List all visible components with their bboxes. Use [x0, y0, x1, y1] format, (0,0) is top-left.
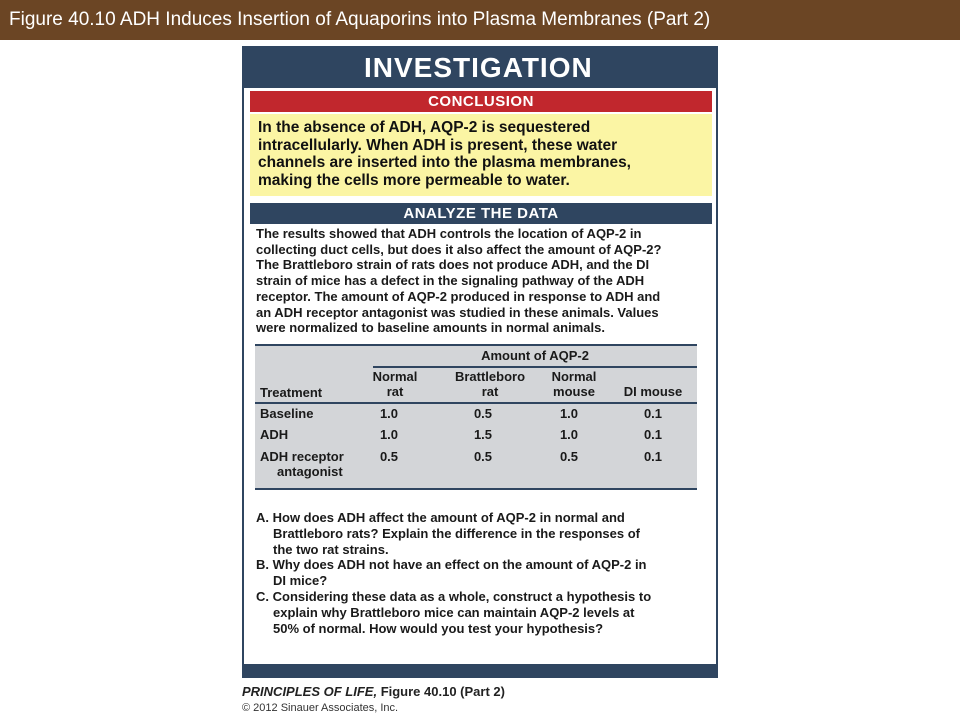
table-cell: 0.1 [643, 449, 663, 464]
conclusion-line: In the absence of ADH, AQP-2 is sequestered [258, 119, 591, 136]
table-bottom-rule [255, 488, 697, 490]
column-header: rat [481, 384, 499, 399]
credit-figure-ref: Figure 40.10 (Part 2) [377, 684, 505, 699]
analyze-intro [256, 226, 712, 336]
slide-title: Figure 40.10 ADH Induces Insertion of Aquaporins into Plasma Membranes (Part 2) [9, 9, 711, 30]
table-cell: 0.1 [643, 406, 663, 421]
intro-line: The results showed that ADH controls the location of AQP-2 in [256, 226, 642, 241]
aqp2-data-table [255, 344, 697, 490]
analyze-data-label: ANALYZE THE DATA [250, 203, 712, 224]
row-label: Baseline [260, 406, 314, 421]
figure-credit [242, 684, 505, 699]
intro-line: receptor. The amount of AQP-2 produced in response to ADH and [256, 288, 661, 304]
column-header: mouse [553, 384, 595, 399]
intro-line: were normalized to baseline amounts in normal animals. [256, 320, 605, 336]
table-treatment-header: Treatment [260, 385, 323, 400]
conclusion-line: making the cells more permeable to water. [258, 171, 570, 189]
intro-line: collecting duct cells, but does it also affect the amount of AQP-2? [256, 241, 662, 257]
question-c-line: explain why Brattleboro mice can maintain AQP-2 levels at [273, 604, 635, 620]
table-group-rule [373, 366, 697, 368]
conclusion-line: intracellularly. When ADH is present, these water [258, 136, 618, 154]
column-header: Normal [372, 369, 418, 384]
table-cell: 1.0 [559, 406, 579, 421]
intro-line: strain of mice has a defect in the signaling pathway of the ADH [256, 273, 645, 289]
table-cell: 1.5 [473, 427, 493, 442]
table-top-rule [255, 344, 697, 346]
table-header-rule [255, 402, 697, 404]
conclusion-box [250, 114, 712, 196]
column-header: Normal [551, 369, 597, 384]
panel-bottom-bar [244, 664, 716, 676]
column-header: rat [386, 384, 404, 399]
column-header: DI mouse [623, 384, 683, 399]
investigation-panel [242, 46, 718, 678]
conclusion-label: CONCLUSION [250, 91, 712, 112]
row-label: ADH [260, 427, 289, 442]
question-c-line: C. Considering these data as a whole, construct a hypothesis to [256, 588, 652, 604]
table-cell: 0.1 [643, 427, 663, 442]
intro-line: The Brattleboro strain of rats does not produce ADH, and the DI [256, 257, 650, 273]
investigation-header [244, 48, 716, 88]
conclusion-line: channels are inserted into the plasma membranes, [258, 154, 631, 171]
table-cell: 1.0 [559, 427, 579, 442]
table-cell: 1.0 [379, 427, 399, 442]
column-header: Brattleboro [454, 369, 526, 384]
table-cell: 0.5 [473, 406, 493, 421]
table-cell: 0.5 [559, 449, 579, 464]
row-label: antagonist [277, 464, 343, 479]
table-cell: 1.0 [379, 406, 399, 421]
analysis-questions [256, 510, 712, 636]
intro-line: an ADH receptor antagonist was studied in these animals. Values [256, 304, 659, 320]
question-a-line: Brattleboro rats? Explain the difference in the responses of [273, 525, 640, 541]
question-a-line: A. How does ADH affect the amount of AQP-2 in normal and [256, 510, 625, 525]
row-label: ADH receptor [260, 449, 344, 464]
slide-title-bar [0, 0, 960, 40]
question-b-line: B. Why does ADH not have an effect on the amount of AQP-2 in [256, 557, 647, 573]
table-cell: 0.5 [379, 449, 399, 464]
question-a-line: the two rat strains. [273, 541, 389, 557]
investigation-title: INVESTIGATION [364, 52, 593, 83]
copyright-notice: © 2012 Sinauer Associates, Inc. [242, 702, 399, 714]
question-c-line: 50% of normal. How would you test your hypothesis? [273, 620, 604, 636]
question-b-line: DI mice? [273, 573, 328, 589]
table-group-header: Amount of AQP-2 [481, 348, 589, 363]
credit-book-title: PRINCIPLES OF LIFE, [242, 684, 378, 699]
table-cell: 0.5 [473, 449, 493, 464]
